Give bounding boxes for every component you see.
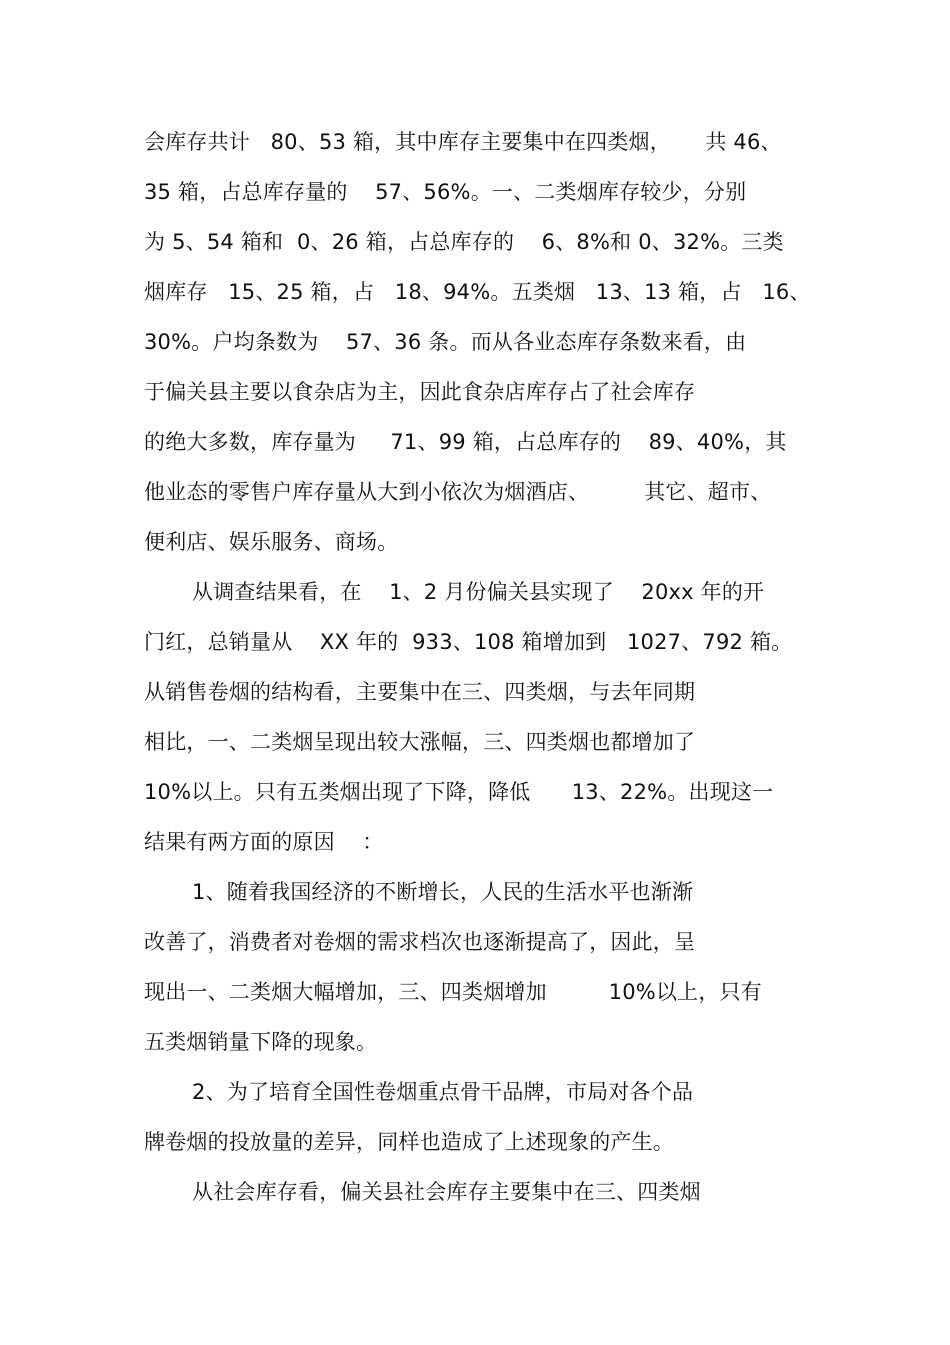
text-line: 10%以上。只有五类烟出现了下降，降低 13、22%。出现这一	[144, 780, 774, 804]
text-line: 改善了，消费者对卷烟的需求档次也逐渐提高了，因此，呈	[144, 930, 696, 954]
paragraph-start-line: 从社会库存看，偏关县社会库存主要集中在三、四类烟	[192, 1180, 701, 1204]
paragraph-start-line: 1、随着我国经济的不断增长，人民的生活水平也渐渐	[192, 880, 694, 904]
text-line: 烟库存 15、25 箱，占 18、94%。五类烟 13、13 箱，占 16、	[144, 280, 811, 304]
text-line: 相比，一、二类烟呈现出较大涨幅，三、四类烟也都增加了	[144, 730, 696, 754]
text-line: 于偏关县主要以食杂店为主，因此食杂店库存占了社会库存	[144, 380, 696, 404]
text-line: 30%。户均条数为 57、36 条。而从各业态库存条数来看，由	[144, 330, 747, 354]
text-line: 五类烟销量下降的现象。	[144, 1030, 378, 1054]
text-line: 门红，总销量从 XX 年的 933、108 箱增加到 1027、792 箱。	[144, 630, 793, 654]
text-line: 从销售卷烟的结构看，主要集中在三、四类烟，与去年同期	[144, 680, 696, 704]
text-line: 结果有两方面的原因 ：	[144, 830, 384, 854]
text-line: 为 5、54 箱和 0、26 箱，占总库存的 6、8%和 0、32%。三类	[144, 230, 784, 254]
body-text	[144, 121, 824, 1221]
paragraph-start-line: 2、为了培育全国性卷烟重点骨干品牌，市局对各个品	[192, 1080, 694, 1104]
text-line: 便利店、娱乐服务、商场。	[144, 530, 399, 554]
text-line: 会库存共计 80、53 箱，其中库存主要集中在四类烟， 共 46、	[144, 130, 782, 154]
text-line: 的绝大多数，库存量为 71、99 箱，占总库存的 89、40%，其	[144, 430, 787, 454]
paragraph-start-line: 从调查结果看，在 1、2 月份偏关县实现了 20xx 年的开	[192, 580, 765, 604]
text-line: 牌卷烟的投放量的差异，同样也造成了上述现象的产生。	[144, 1130, 674, 1154]
text-line: 他业态的零售户库存量从大到小依次为烟酒店、 其它、超市、	[144, 480, 772, 504]
text-line: 现出一、二类烟大幅增加，三、四类烟增加 10%以上，只有	[144, 980, 762, 1004]
text-line: 35 箱，占总库存量的 57、56%。一、二类烟库存较少，分别	[144, 180, 747, 204]
